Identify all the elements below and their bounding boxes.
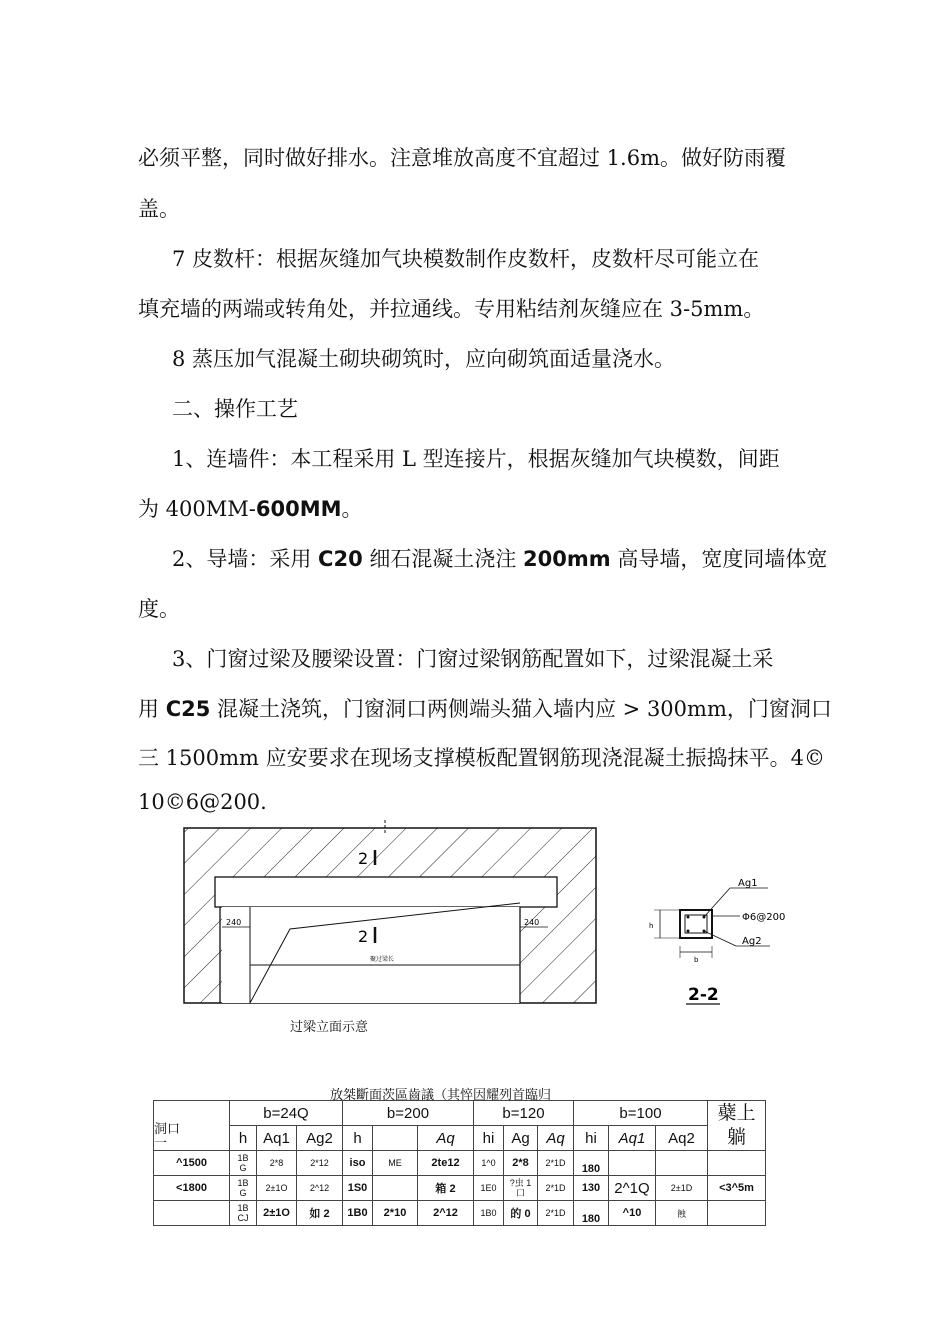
table-cell: ^10 [609, 1201, 656, 1226]
table-header-row [154, 1101, 766, 1126]
text-run-bold: C20 [318, 547, 363, 571]
table-cell: 180 [574, 1201, 609, 1226]
table-cell: 2*1D [538, 1201, 574, 1226]
table-cell: 2±1D [656, 1176, 708, 1201]
text-run: 细石混凝土浇注 [362, 547, 524, 571]
paragraph-line [172, 543, 827, 573]
paragraph-line: 8 蒸压加气混凝土砌块砌筑时，应向砌筑面适量浇水。 [172, 347, 676, 371]
label-h: h [649, 922, 654, 930]
text-run: 高导墙，宽度同墙体宽 [610, 547, 828, 571]
header-aq: Aq [538, 1126, 574, 1151]
dimension-left: 240 [226, 918, 242, 927]
table-cell: 1B0 [343, 1201, 373, 1226]
header-aq1: Aq1 [257, 1126, 297, 1151]
header-aq2: Ag2 [297, 1126, 343, 1151]
header-b240: b=24Q [230, 1101, 343, 1126]
label-ag2: Ag2 [742, 936, 762, 947]
table-cell: 1S0 [343, 1176, 373, 1201]
paragraph-line [138, 493, 363, 523]
header-b100: b=100 [574, 1101, 708, 1126]
header-aq2: Aq2 [656, 1126, 708, 1151]
table-cell: 如 2 [297, 1201, 343, 1226]
table-subheader-row [154, 1126, 766, 1151]
table-cell: 130 [574, 1176, 609, 1201]
table-cell: 2*8 [504, 1151, 538, 1176]
table-cell: 2±1O [257, 1201, 297, 1226]
section-mark-bottom: 2 [358, 927, 369, 946]
table-cell [708, 1151, 766, 1176]
paragraph-line: 7 皮数杆：根据灰缝加气块模数制作皮数杆，皮数杆尽可能立在 [172, 247, 760, 271]
table-cell: ^1500 [154, 1151, 230, 1176]
paragraph-line: 盖。 [138, 197, 180, 221]
header-h: h [230, 1126, 257, 1151]
table-cell: <1800 [154, 1176, 230, 1201]
table-cell: 2^1Q [609, 1176, 656, 1201]
figure-caption: 过梁立面示意 [290, 1019, 369, 1034]
table-row [154, 1176, 766, 1201]
table-cell: 2*8 [257, 1151, 297, 1176]
table-cell: 1^0 [474, 1151, 504, 1176]
header-last: 蘗上 躺 [708, 1101, 766, 1151]
table-cell: 箱 2 [418, 1176, 474, 1201]
table-cell: 1B0 [474, 1201, 504, 1226]
paragraph-line: 3、门窗过梁及腰梁设置：门窗过梁钢筋配置如下，过梁混凝土采 [172, 647, 774, 671]
dimension-right: 240 [524, 918, 540, 927]
text-run: 用 [138, 697, 166, 721]
paragraph-line [138, 693, 832, 723]
table-cell: 的 0 [504, 1201, 538, 1226]
header-empty [373, 1126, 418, 1151]
table-cell: 2*1D [538, 1176, 574, 1201]
table-cell [708, 1201, 766, 1226]
header-aq: Aq [418, 1126, 474, 1151]
lintel-elevation-drawing [170, 815, 610, 1015]
beam-length-label: 聚过梁长 [370, 956, 395, 963]
table-cell: 1B G [230, 1176, 257, 1201]
section-2-2-drawing [640, 870, 790, 1010]
reinforcement-table [153, 1100, 766, 1226]
table-row [154, 1201, 766, 1226]
text-run: 2、导墙：采用 [172, 547, 319, 571]
table-cell: ME [373, 1151, 418, 1176]
header-b120: b=120 [474, 1101, 574, 1126]
paragraph-line: 三 1500mm 应安要求在现场支撑模板配置钢筋现浇混凝土振捣抹平。4© [138, 746, 825, 770]
table-title: 放桀斷面茨區齒議（其悴因耀列首臨归 [330, 1087, 552, 1102]
paragraph-line: 度。 [138, 597, 180, 621]
table-row [154, 1151, 766, 1176]
table-cell: <3^5m [708, 1176, 766, 1201]
header-b200: b=200 [343, 1101, 474, 1126]
table-cell: 2^12 [418, 1201, 474, 1226]
table-cell: 180 [574, 1151, 609, 1176]
table-cell: 2*1D [538, 1151, 574, 1176]
header-h: hi [474, 1126, 504, 1151]
table-cell: 1B G [230, 1151, 257, 1176]
table-cell [373, 1176, 418, 1201]
label-stirrup: Φ6@200 [742, 912, 786, 923]
table-cell: 1E0 [474, 1176, 504, 1201]
text-run: 为 400MM- [138, 497, 256, 521]
paragraph-line: 1、连墙件：本工程采用 L 型连接片，根据灰缝加气块模数，间距 [172, 447, 780, 471]
text-run-bold: 600MM [255, 497, 342, 521]
text-run-bold: C25 [165, 697, 211, 721]
label-b: b [694, 956, 699, 964]
header-opening: 洞口 一 [154, 1101, 230, 1151]
table-cell [609, 1151, 656, 1176]
table-cell: 蝕 [656, 1201, 708, 1226]
header-h: h [343, 1126, 373, 1151]
table-cell: 2te12 [418, 1151, 474, 1176]
text-run-bold: 200mm [523, 547, 611, 571]
header-h: hi [574, 1126, 609, 1151]
table-cell: iso [343, 1151, 373, 1176]
table-cell: 2^12 [297, 1176, 343, 1201]
table-cell: ?虫 1 口 [504, 1176, 538, 1201]
header-ag: Ag [504, 1126, 538, 1151]
header-aq1: Aq1 [609, 1126, 656, 1151]
paragraph-line: 必须平整，同时做好排水。注意堆放高度不宜超过 1.6m。做好防雨覆 [138, 146, 786, 170]
section-mark-top: 2 [358, 849, 369, 868]
text-run: 。 [341, 497, 363, 521]
section-title: 2-2 [688, 985, 719, 1005]
section-heading: 二、操作工艺 [172, 397, 298, 421]
label-ag1: Ag1 [738, 878, 758, 889]
table-cell: 1B CJ [230, 1201, 257, 1226]
paragraph-line: 10©6@200. [138, 790, 267, 814]
table-cell [154, 1201, 230, 1226]
table-cell: 2*12 [297, 1151, 343, 1176]
table-cell: 2±1O [257, 1176, 297, 1201]
table-cell [656, 1151, 708, 1176]
paragraph-line: 填充墙的两端或转角处，并拉通线。专用粘结剂灰缝应在 3-5mm。 [138, 297, 765, 321]
text-run: 混凝土浇筑，门窗洞口两侧端头猫入墙内应 > 300mm，门窗洞口 [210, 697, 832, 721]
table-cell: 2*10 [373, 1201, 418, 1226]
